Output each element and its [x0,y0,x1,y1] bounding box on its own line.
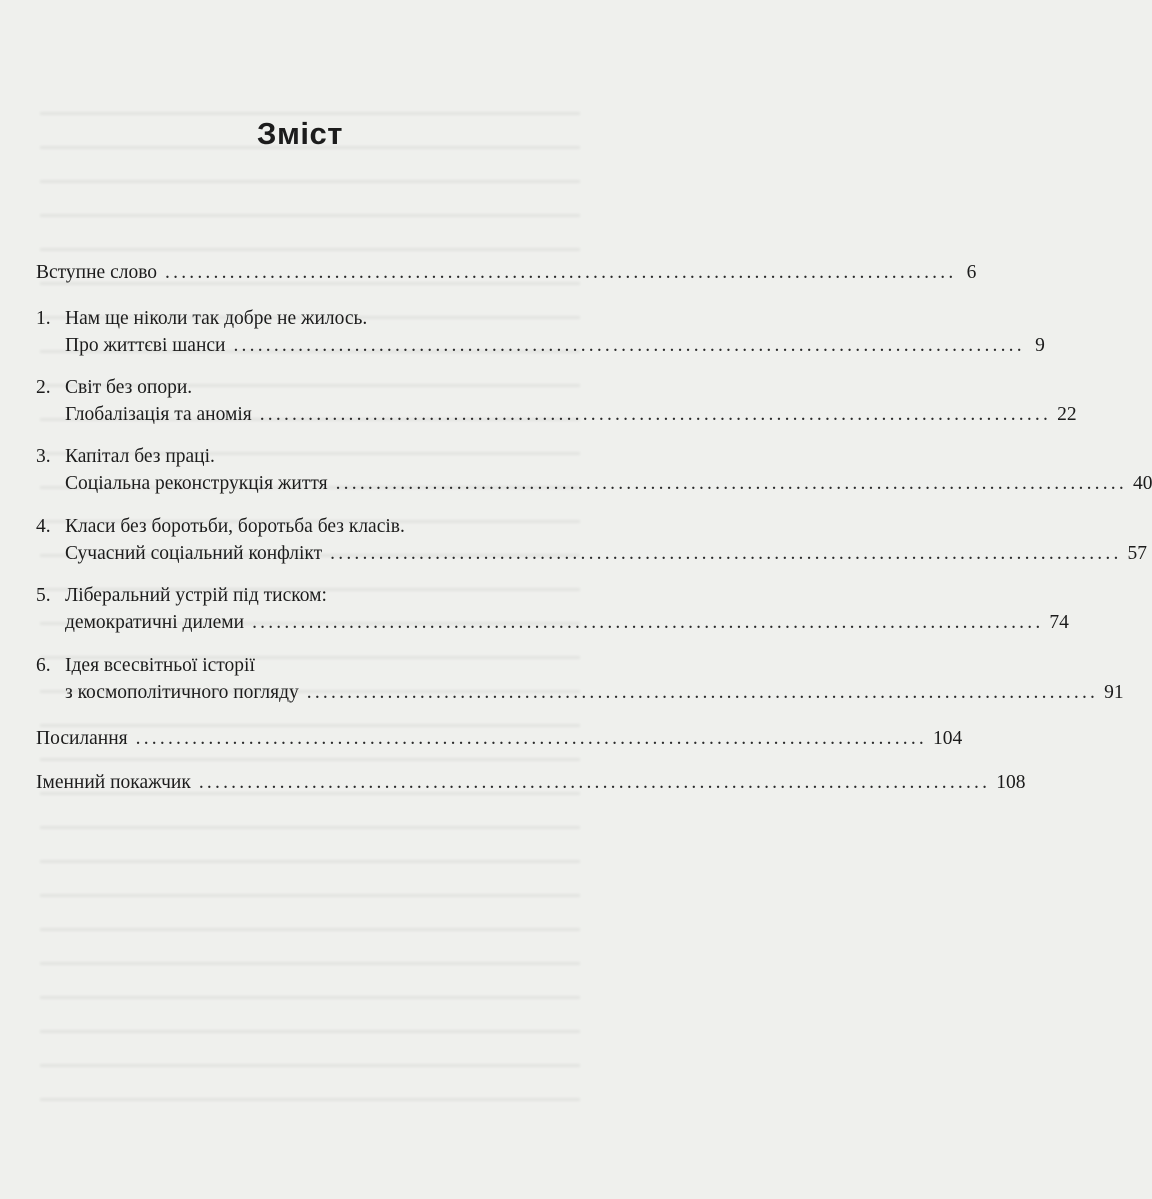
toc-chapter-number: 1. [36,308,51,329]
toc-entry-title: Нам ще ніколи так добре не жилось. [65,308,368,329]
toc-entry-chapter-6 [36,652,1124,706]
leader-dots: .................................................................................................. [259,404,1052,425]
toc-page-number: 57 [1127,543,1148,564]
toc-entry-subtitle: Глобалізація та аномія [65,404,252,425]
toc-entry-title: Вступне слово [36,262,158,283]
toc-entry-title: Ідея всесвітньої історії [65,655,255,676]
leader-dots: .................................................................................................. [198,772,991,793]
toc-entry-title: Капітал без праці. [65,446,215,467]
toc-chapter-number: 2. [36,377,51,398]
toc-entry-subtitle: Про життєві шанси [65,335,226,356]
leader-dots: .................................................................................................. [135,728,927,749]
toc-entry-title: Посилання [36,728,128,749]
toc-entry-title: Класи без боротьби, боротьба без класів. [65,516,405,537]
page-title: Зміст [257,116,343,151]
leader-dots: .................................................................................................. [330,543,1122,564]
toc-chapter-number: 5. [36,585,51,606]
leader-dots: .................................................................................................. [306,682,1099,703]
toc-chapter-number: 4. [36,516,51,537]
leader-dots: .................................................................................................. [335,473,1127,494]
toc-entry-title: Іменний покажчик [36,772,191,793]
leader-dots: .................................................................................................. [165,262,957,283]
toc-entry-subtitle: Сучасний соціальний конфлікт [65,543,323,564]
toc-page-number: 91 [1104,682,1124,703]
toc-entry-title: Світ без опори. [65,377,193,398]
toc-page-number: 108 [996,772,1026,793]
toc-entry-subtitle: демократичні дилеми [65,612,245,633]
toc-entry-subtitle: Соціальна реконструкція життя [65,473,328,494]
toc-entry-chapter-2 [36,374,1077,428]
leader-dots: .................................................................................................. [252,612,1044,633]
toc-entry-chapter-5 [36,582,1069,636]
toc-entry-chapter-4 [36,513,1148,567]
toc-chapter-number: 6. [36,655,51,676]
toc-page-number: 6 [966,262,977,283]
toc-entry-title: Ліберальний устрій під тиском: [65,585,327,606]
toc-page-number: 9 [1035,335,1045,356]
toc-page-number: 104 [933,728,963,749]
toc-entry-intro [36,259,977,286]
leader-dots: .................................................................................................. [233,335,1025,356]
toc-chapter-number: 3. [36,446,51,467]
toc-entry-name-index [36,769,1026,796]
toc-page-number: 74 [1049,612,1069,633]
toc-page-number: 22 [1057,404,1077,425]
toc-entry-subtitle: з космополітичного погляду [65,682,299,703]
toc-page-number: 40 [1132,473,1152,494]
toc-entry-references [36,725,963,752]
toc-entry-chapter-3 [36,443,1152,497]
toc-entry-chapter-1 [36,305,1045,359]
